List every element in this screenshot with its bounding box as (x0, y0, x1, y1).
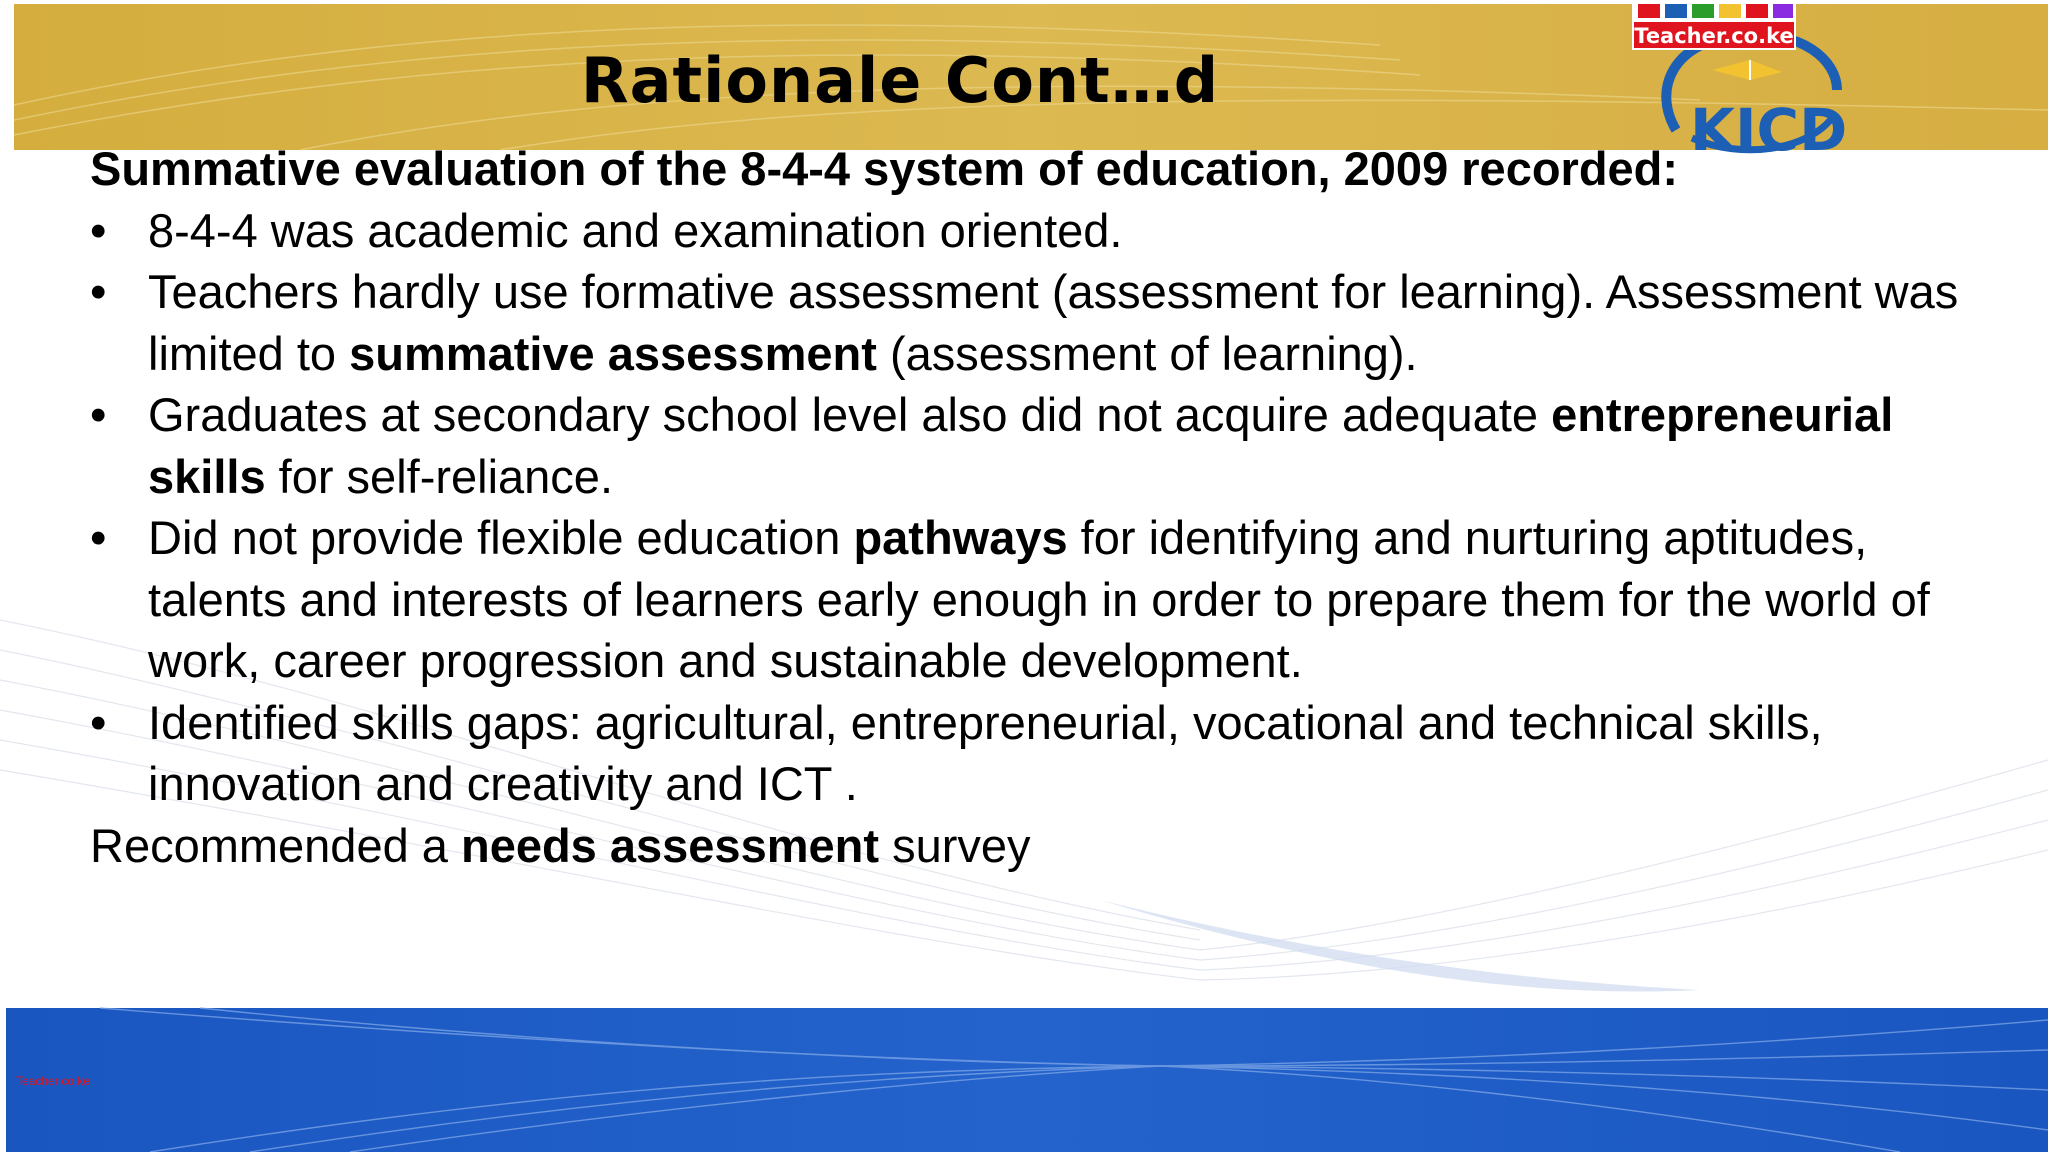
bullet-text: Identified skills gaps: agricultural, entrepreneurial, vocational and technical skills, innovation and creativity and ICT . (148, 695, 1823, 810)
lead-statement: Summative evaluation of the 8-4-4 system of education, 2009 recorded: (90, 142, 1679, 195)
bullet-text: for identifying and nurturing aptitudes, talents and interests of learners early enough in order to prepare them for the world of work, career progression and sustainable development. (148, 511, 1930, 687)
bullet-text: Teachers hardly use formative assessment (assessment for learning). Assessment was limited to (148, 265, 1959, 380)
bullet-text: Did not provide flexible education (148, 511, 854, 564)
footer-band (6, 1008, 2048, 1152)
closing-text: Recommended a (90, 818, 461, 872)
bullet-bold-term: summative assessment (349, 326, 877, 380)
bullet-bold-term: entrepreneurial skills (148, 388, 1894, 503)
slide-content (90, 138, 2010, 876)
bullet-text: 8-4-4 was academic and examination oriented. (148, 203, 1123, 257)
closing-text: survey (879, 818, 1031, 872)
watermark: Teacher.co.ke (16, 1074, 91, 1088)
bullet-glyph: • (90, 511, 107, 564)
bullet-text: for self-reliance. (265, 449, 613, 503)
bullet-list (90, 200, 2010, 815)
bullet-text: (assessment of learning). (876, 326, 1418, 380)
bullet-item (90, 261, 2010, 384)
bullet-glyph: • (90, 265, 107, 318)
bullet-text: Graduates at secondary school level also did not acquire adequate (148, 388, 1552, 441)
slide-title: Rationale Cont…d (580, 44, 1220, 117)
bullet-glyph: • (90, 203, 107, 257)
bullet-glyph: • (90, 695, 107, 749)
kicd-logo-text: KICD (1690, 96, 1848, 160)
bullet-glyph: • (90, 388, 107, 441)
bullet-item (90, 507, 2010, 692)
bullet-item (90, 384, 2010, 507)
bullet-item (90, 200, 2010, 262)
bullet-bold-term: pathways (853, 511, 1068, 564)
teacher-badge-text: Teacher.co.ke (1634, 24, 1794, 48)
closing-bold-term: needs assessment (460, 818, 880, 872)
bullet-item (90, 692, 2010, 815)
closing-statement (90, 815, 2010, 877)
